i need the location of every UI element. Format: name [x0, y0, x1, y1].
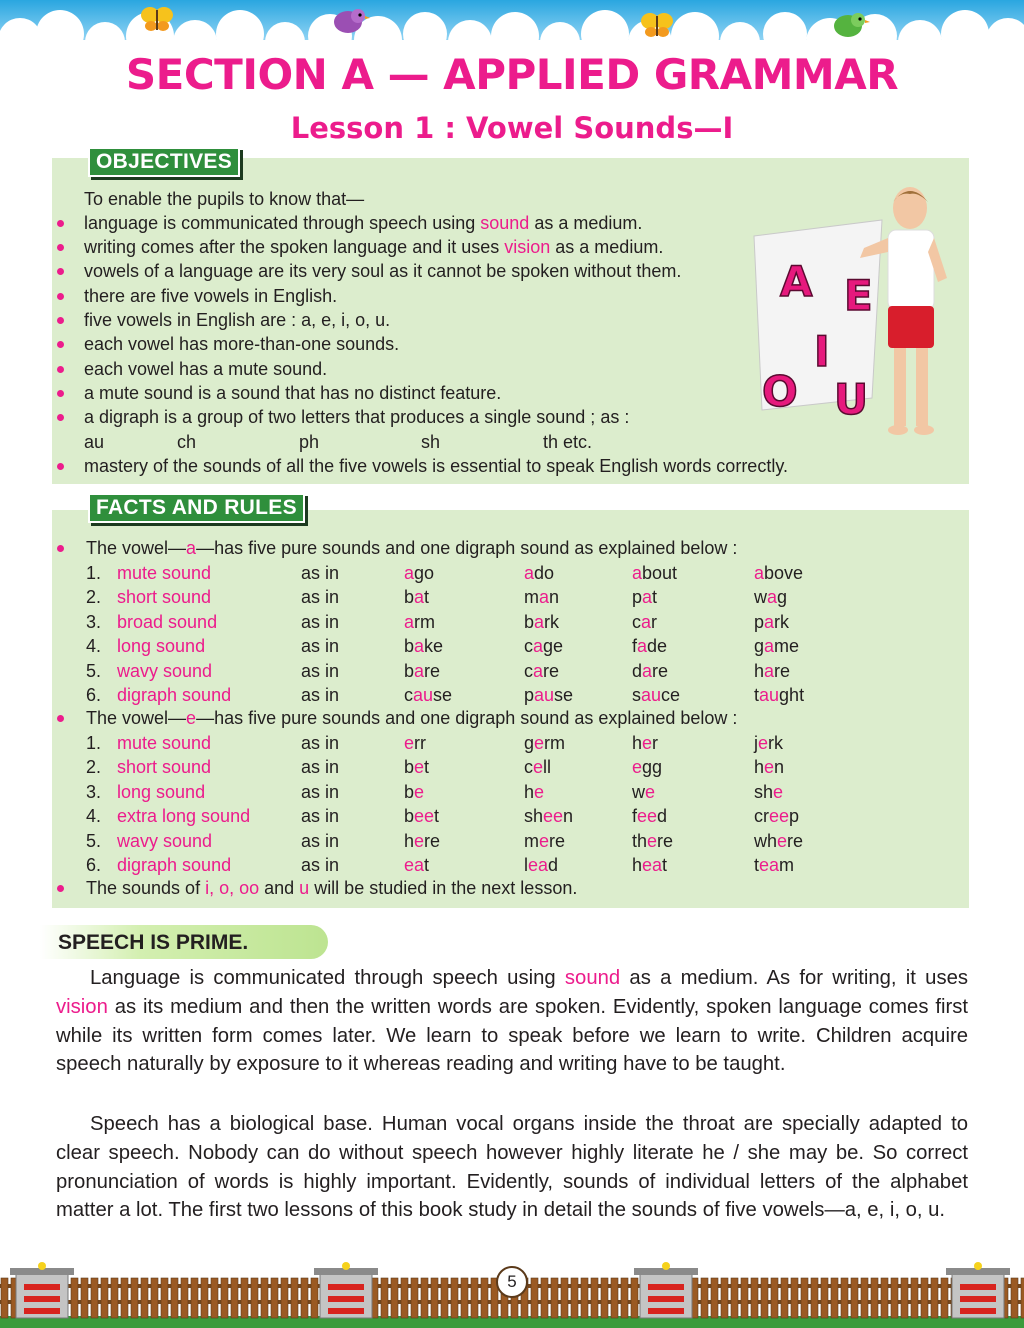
example-word: [754, 585, 787, 609]
bird-icon: [330, 6, 370, 36]
sound-type: short sound: [117, 757, 212, 778]
text-run: —has five pure sounds and one digraph sound as explained below :: [196, 538, 738, 558]
objective-item: [84, 332, 399, 356]
vowel-highlight: e: [764, 757, 775, 778]
letters: b: [404, 587, 415, 608]
vowel-highlight: ea: [642, 855, 663, 875]
row-number: 3.: [86, 611, 102, 632]
letters: de: [647, 636, 668, 657]
letters: g: [754, 636, 765, 657]
bullet-dot: [57, 293, 64, 300]
letters: w: [632, 781, 645, 802]
vowel-highlight: au: [641, 685, 662, 705]
vowel-highlight: ea: [759, 855, 780, 875]
example-word: [632, 853, 667, 877]
example-word: [524, 585, 559, 609]
example-word: [404, 731, 426, 755]
example-word: [754, 634, 799, 658]
letters: f: [632, 806, 638, 827]
letters: b: [524, 611, 535, 632]
example-word: [754, 755, 784, 779]
example-word: [524, 755, 551, 779]
text-run: a mute sound is a sound that has no distinct feature.: [84, 383, 502, 403]
letters: h: [754, 660, 765, 681]
bullet-dot: [57, 341, 64, 348]
as-in-label: as in: [301, 757, 340, 778]
sound-type: extra long sound: [117, 806, 251, 827]
text-run: each vowel has more-than-one sounds.: [84, 334, 400, 354]
digraph-example: ph: [299, 432, 320, 452]
letters: h: [632, 855, 643, 875]
letters: t: [424, 757, 430, 778]
vowel-highlight: au: [759, 685, 780, 705]
vowel-highlight: e: [534, 781, 545, 802]
text-run: language is communicated through speech using: [84, 213, 481, 233]
bird-icon: [830, 10, 870, 40]
bullet-dot: [57, 366, 64, 373]
letters: n: [774, 757, 785, 778]
sound-type: wavy sound: [117, 660, 213, 681]
text-run: five vowels in English are : a, e, i, o, u.: [84, 310, 391, 330]
vowel-highlight: a: [767, 587, 778, 608]
vowel-highlight: e: [414, 830, 425, 851]
vowel-highlight: au: [534, 685, 555, 705]
letters: rm: [414, 611, 436, 632]
letters: t: [424, 855, 430, 875]
letters: p: [632, 587, 643, 608]
vowel-highlight: a: [764, 636, 775, 657]
letters: rr: [414, 733, 427, 753]
as-in-label: as in: [301, 733, 340, 753]
letters: sh: [524, 806, 544, 827]
sound-type: mute sound: [117, 733, 212, 753]
example-word: [754, 804, 799, 828]
bullet-dot: [57, 715, 64, 722]
text-run: The vowel—: [86, 708, 187, 728]
vowel-highlight: e: [414, 781, 425, 802]
letters: ke: [424, 636, 444, 657]
objectives-intro: To enable the pupils to know that—: [84, 189, 365, 209]
section-title: SECTION A — APPLIED GRAMMAR: [125, 50, 899, 99]
example-word: [524, 731, 565, 755]
letters: c: [404, 685, 413, 705]
vowel-highlight: a: [533, 660, 544, 681]
vowel-highlight: a: [524, 563, 535, 583]
letters: m: [524, 587, 539, 608]
letters: wh: [754, 830, 778, 851]
example-word: [632, 804, 667, 828]
sound-type: long sound: [117, 636, 206, 657]
vowel-highlight: a: [642, 587, 653, 608]
butterfly-icon: [140, 4, 174, 34]
letters: se: [433, 685, 453, 705]
example-word: [524, 780, 544, 804]
example-word: [632, 634, 667, 658]
example-word: [754, 731, 783, 755]
row-number: 3.: [86, 781, 102, 802]
as-in-label: as in: [301, 830, 340, 851]
example-word: [632, 829, 673, 853]
vowel-highlight: e: [414, 757, 425, 778]
letters: p: [789, 806, 800, 827]
child-vowel-card-illustration: [742, 178, 960, 438]
letters: re: [787, 830, 804, 851]
vowel-highlight: a: [754, 563, 765, 583]
vowel-highlight: a: [632, 563, 643, 583]
vowel-highlight: e: [642, 733, 653, 753]
digraph-example: ch: [177, 432, 197, 452]
letters: re: [549, 830, 566, 851]
example-word: [524, 804, 573, 828]
highlight: sound: [480, 213, 530, 233]
speech-heading: SPEECH IS PRIME.: [58, 931, 249, 954]
letters: g: [777, 587, 788, 608]
letters: rk: [774, 611, 790, 632]
objective-item: [84, 308, 390, 332]
example-word: [754, 659, 790, 683]
digraph-example: th etc.: [543, 432, 593, 452]
letters: g: [524, 733, 535, 753]
example-word: [404, 634, 443, 658]
vowel-highlight: ea: [528, 855, 549, 875]
letters: n: [549, 587, 560, 608]
example-word: [524, 561, 554, 585]
example-word: [404, 561, 434, 585]
letters: s: [632, 685, 641, 705]
letters: r: [652, 733, 659, 753]
example-word: [404, 683, 452, 707]
example-word: [632, 683, 680, 707]
letters: b: [404, 660, 415, 681]
example-word: [524, 683, 573, 707]
speech-paragraph-1: [56, 964, 968, 1079]
vowel-highlight: e: [647, 830, 658, 851]
text-run: as its medium and then the written words are spoken. Evidently, spoken language comes first while its written form comes later. We learn to speak before we learn to write. Children acquire speech naturally by exposure to it whereas reading and writing have to be taught.: [56, 995, 968, 1076]
as-in-label: as in: [301, 855, 340, 875]
vowel-highlight: e: [645, 781, 656, 802]
example-word: [632, 585, 657, 609]
digraph-example: au: [84, 432, 105, 452]
highlight: e: [186, 708, 197, 728]
text-run: The sounds of: [86, 878, 206, 898]
letters: p: [754, 611, 765, 632]
letters: sh: [754, 781, 774, 802]
letters: c: [524, 757, 533, 778]
example-word: [754, 610, 789, 634]
sound-type: long sound: [117, 781, 206, 802]
vowel-highlight: au: [413, 685, 434, 705]
objective-item: [84, 284, 337, 308]
vowel-highlight: a: [641, 611, 652, 632]
letters: rm: [544, 733, 566, 753]
bullet-dot: [57, 244, 64, 251]
card-letter-a: A: [780, 257, 813, 306]
example-word: [754, 829, 803, 853]
example-word: [404, 853, 429, 877]
example-word: [754, 561, 803, 585]
highlight: vision: [504, 237, 551, 257]
card-letter-i: I: [814, 327, 830, 376]
letters: h: [524, 781, 535, 802]
vowel-highlight: e: [534, 733, 545, 753]
vowel-highlight: a: [414, 660, 425, 681]
bullet-dot: [57, 317, 64, 324]
bullet-dot: [57, 414, 64, 421]
vowel-highlight: a: [764, 660, 775, 681]
example-word: [404, 610, 435, 634]
letters: b: [404, 806, 415, 827]
letters: t: [662, 855, 668, 875]
example-word: [754, 683, 804, 707]
example-word: [404, 829, 440, 853]
letters: me: [774, 636, 800, 657]
bullet-dot: [57, 220, 64, 227]
letters: ght: [779, 685, 805, 705]
objective-item: [84, 405, 629, 429]
vowel-highlight: e: [758, 733, 769, 753]
bullet-dot: [57, 463, 64, 470]
sound-type: mute sound: [117, 563, 212, 583]
letters: t: [434, 806, 440, 827]
example-word: [632, 731, 658, 755]
as-in-label: as in: [301, 660, 340, 681]
vowel-intro: [86, 536, 737, 560]
letters: c: [632, 611, 641, 632]
letters: go: [414, 563, 435, 583]
row-number: 5.: [86, 830, 102, 851]
objective-item: [84, 235, 663, 259]
highlight: a: [186, 538, 197, 558]
vowel-highlight: ea: [404, 855, 425, 875]
vowel-highlight: e: [632, 757, 643, 778]
letters: re: [543, 660, 560, 681]
letters: gg: [642, 757, 663, 778]
row-number: 1.: [86, 563, 102, 583]
example-word: [404, 780, 424, 804]
letters: th: [632, 830, 648, 851]
vowel-highlight: e: [773, 781, 784, 802]
example-word: [632, 755, 662, 779]
letters: b: [404, 757, 415, 778]
letters: re: [652, 660, 669, 681]
letters: do: [534, 563, 555, 583]
letters: ll: [543, 757, 552, 778]
example-word: [404, 659, 440, 683]
vowel-highlight: a: [637, 636, 648, 657]
highlight: u: [299, 878, 310, 898]
text-run: as a medium.: [550, 237, 664, 257]
example-word: [632, 610, 657, 634]
example-word: [404, 804, 439, 828]
example-word: [524, 853, 558, 877]
vowel-highlight: ee: [637, 806, 658, 827]
vowel-intro: [86, 876, 577, 900]
vowel-highlight: e: [539, 830, 550, 851]
letters: d: [657, 806, 668, 827]
highlight: vision: [56, 995, 108, 1018]
vowel-highlight: a: [414, 636, 425, 657]
bullet-dot: [57, 545, 64, 552]
example-word: [754, 780, 783, 804]
text-run: vowels of a language are its very soul as it cannot be spoken without them.: [84, 261, 682, 281]
vowel-highlight: e: [404, 733, 415, 753]
letters: d: [548, 855, 559, 875]
text-run: each vowel has a mute sound.: [84, 359, 328, 379]
letters: re: [424, 660, 441, 681]
text-run: a digraph is a group of two letters that produces a single sound ; as :: [84, 407, 630, 427]
letters: re: [774, 660, 791, 681]
card-letter-o: O: [762, 367, 798, 416]
vowel-highlight: a: [533, 636, 544, 657]
sound-type: short sound: [117, 587, 212, 608]
row-number: 1.: [86, 733, 102, 753]
letters: m: [524, 830, 539, 851]
lesson-title: Lesson 1 : Vowel Sounds—I: [290, 111, 734, 145]
row-number: 5.: [86, 660, 102, 681]
letters: c: [524, 660, 533, 681]
bullet-dot: [57, 390, 64, 397]
text-run: as a medium.: [529, 213, 643, 233]
as-in-label: as in: [301, 685, 340, 705]
as-in-label: as in: [301, 806, 340, 827]
vowel-highlight: e: [777, 830, 788, 851]
vowel-highlight: a: [534, 611, 545, 632]
example-word: [524, 610, 559, 634]
example-word: [632, 561, 677, 585]
text-run: —has five pure sounds and one digraph sound as explained below :: [196, 708, 738, 728]
text-run: there are five vowels in English.: [84, 286, 338, 306]
vowel-intro: [86, 706, 737, 730]
example-word: [404, 585, 429, 609]
letters: c: [524, 636, 533, 657]
as-in-label: as in: [301, 611, 340, 632]
row-number: 4.: [86, 636, 102, 657]
letters: t: [652, 587, 658, 608]
page-number: 5: [496, 1266, 528, 1298]
letters: h: [754, 757, 765, 778]
example-word: [404, 755, 429, 779]
vowel-highlight: a: [414, 587, 425, 608]
example-word: [632, 659, 668, 683]
vowel-highlight: a: [642, 660, 653, 681]
letters: t: [754, 855, 760, 875]
letters: t: [754, 685, 760, 705]
example-word: [754, 853, 794, 877]
example-word: [524, 829, 565, 853]
as-in-label: as in: [301, 636, 340, 657]
letters: h: [632, 733, 643, 753]
text-run: The vowel—: [86, 538, 187, 558]
vowel-highlight: ee: [769, 806, 790, 827]
text-run: writing comes after the spoken language and it uses: [84, 237, 505, 257]
letters: p: [524, 685, 535, 705]
text-run: mastery of the sounds of all the five vowels is essential to speak English words correctly.: [84, 456, 788, 476]
card-letter-u: U: [834, 375, 869, 424]
as-in-label: as in: [301, 563, 340, 583]
vowel-highlight: ee: [414, 806, 435, 827]
highlight: sound: [564, 967, 621, 989]
objectives-heading: OBJECTIVES: [88, 147, 240, 177]
letters: f: [632, 636, 638, 657]
letters: b: [404, 781, 415, 802]
sound-type: digraph sound: [117, 855, 232, 875]
bullet-dot: [57, 885, 64, 892]
vowel-highlight: a: [539, 587, 550, 608]
letters: r: [651, 611, 658, 632]
letters: m: [779, 855, 795, 875]
highlight: i, o, oo: [205, 878, 260, 898]
example-word: [524, 659, 559, 683]
objective-item: [84, 357, 327, 381]
letters: j: [754, 733, 758, 753]
objective-item: [84, 211, 642, 235]
text-run: as a medium. As for writing, it uses: [620, 967, 969, 989]
text-run: Language is communicated through speech using: [90, 967, 565, 989]
sound-type: wavy sound: [117, 830, 213, 851]
letters: cr: [754, 806, 769, 827]
butterfly-icon: [640, 10, 674, 40]
letters: t: [424, 587, 430, 608]
letters: ge: [543, 636, 564, 657]
text-run: and: [259, 878, 300, 898]
letters: re: [424, 830, 441, 851]
vowel-highlight: a: [404, 563, 415, 583]
sound-type: broad sound: [117, 611, 218, 632]
vowel-highlight: a: [764, 611, 775, 632]
row-number: 6.: [86, 685, 102, 705]
objective-item: [84, 454, 788, 478]
example-word: [524, 634, 563, 658]
row-number: 2.: [86, 587, 102, 608]
row-number: 4.: [86, 806, 102, 827]
card-letter-e: E: [844, 271, 873, 320]
objective-item: [84, 381, 501, 405]
facts-heading: FACTS AND RULES: [88, 493, 305, 523]
row-number: 2.: [86, 757, 102, 778]
letters: rk: [544, 611, 560, 632]
letters: rk: [768, 733, 784, 753]
vowel-highlight: ee: [543, 806, 564, 827]
letters: n: [563, 806, 574, 827]
letters: b: [404, 636, 415, 657]
vowel-highlight: e: [533, 757, 544, 778]
text-run: will be studied in the next lesson.: [309, 878, 578, 898]
letters: bove: [764, 563, 804, 583]
letters: bout: [642, 563, 678, 583]
letters: ce: [661, 685, 681, 705]
row-number: 6.: [86, 855, 102, 875]
example-word: [632, 780, 655, 804]
letters: re: [657, 830, 674, 851]
letters: h: [404, 830, 415, 851]
letters: l: [524, 855, 528, 875]
digraph-example: sh: [421, 432, 441, 452]
vowel-highlight: a: [404, 611, 415, 632]
speech-paragraph-2: [56, 1110, 968, 1225]
as-in-label: as in: [301, 587, 340, 608]
sound-type: digraph sound: [117, 685, 232, 705]
letters: w: [754, 587, 767, 608]
as-in-label: as in: [301, 781, 340, 802]
bullet-dot: [57, 268, 64, 275]
objective-item: [84, 259, 681, 283]
text-run: Speech has a biological base. Human vocal organs inside the throat are specially adapted to clear speech. Nobody can do without speech however highly literate he / she may be. So correct pronunciation of words is highly important. Evidently, sounds of individual letters of the alphabet matter a lot. The first two lessons of this book study in detail the sounds of five vowels—a, e, i, o, u.: [56, 1113, 968, 1222]
letters: d: [632, 660, 643, 681]
letters: se: [554, 685, 574, 705]
